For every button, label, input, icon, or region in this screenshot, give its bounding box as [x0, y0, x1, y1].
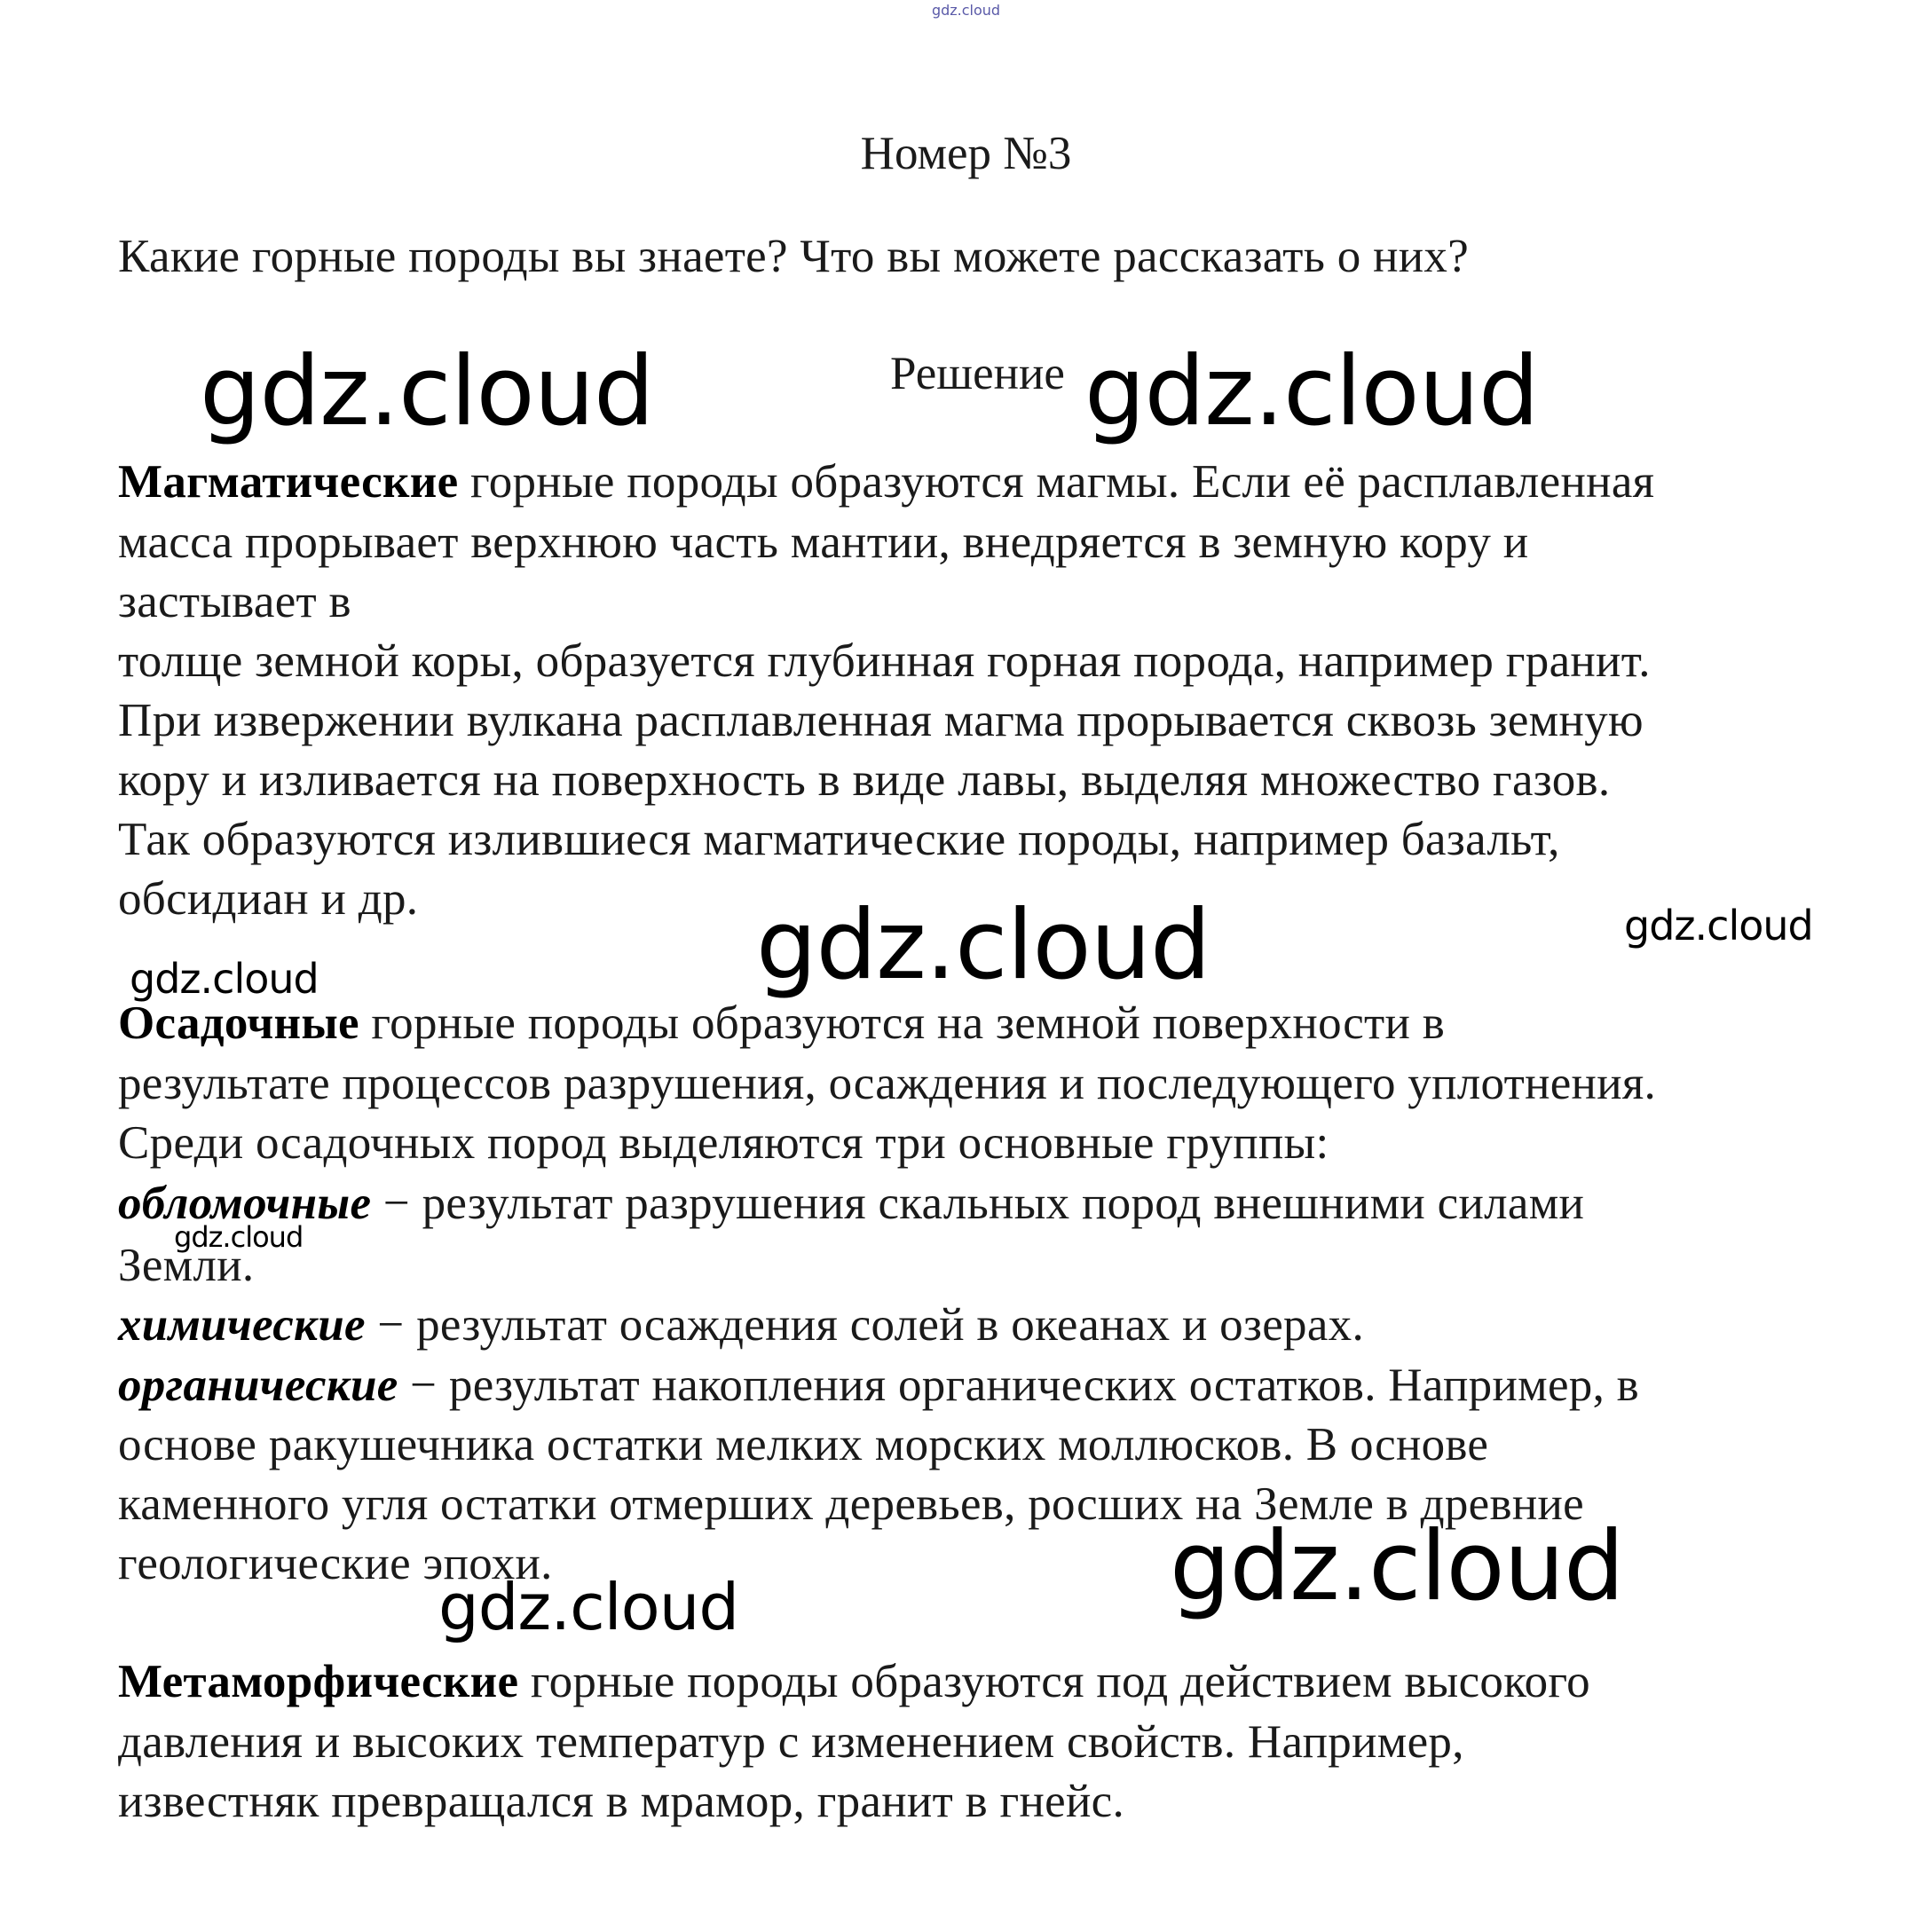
sedimentary-line-1 — [118, 994, 1445, 1052]
magmatic-line-3: застывает в — [118, 576, 351, 627]
sedimentary-text: горные породы образуются на земной поверхности в — [359, 997, 1446, 1049]
sedimentary-group-1 — [118, 1174, 1584, 1233]
sedimentary-group-3-line-2: основе ракушечника остатки мелких морских моллюсков. В основе — [118, 1419, 1489, 1470]
group-term-clastic: обломочные — [118, 1178, 372, 1229]
sedimentary-group-1-cont: Земли. — [118, 1240, 255, 1291]
sedimentary-term: Осадочные — [118, 997, 359, 1049]
watermark: gdz.cloud — [438, 1570, 739, 1644]
metamorphic-line-3: известняк превращался в мрамор, гранит в гнейс. — [118, 1776, 1125, 1827]
magmatic-line-7: Так образуются излившиеся магматические породы, например базальт, — [118, 814, 1560, 865]
sedimentary-line-2: результате процессов разрушения, осаждения и последующего уплотнения. — [118, 1058, 1657, 1109]
sedimentary-line-3: Среди осадочных пород выделяются три основные группы: — [118, 1117, 1329, 1169]
solution-heading: Решение — [890, 348, 1065, 399]
magmatic-line-4: толще земной коры, образуется глубинная горная порода, например гранит. — [118, 635, 1651, 687]
metamorphic-text: горные породы образуются под действием высокого — [518, 1656, 1590, 1707]
watermark: gdz.cloud — [1170, 1511, 1624, 1622]
group-term-organic: органические — [118, 1359, 398, 1411]
magmatic-line-6: кору и изливается на поверхность в виде лавы, выделяя множество газов. — [118, 754, 1611, 806]
watermark: gdz.cloud — [200, 336, 654, 447]
metamorphic-term: Метаморфические — [118, 1656, 519, 1707]
group-text: − результат осаждения солей в океанах и озерах. — [365, 1299, 1364, 1351]
magmatic-term: Магматические — [118, 456, 459, 508]
group-term-chemical: химические — [118, 1299, 366, 1351]
group-text: − результат разрушения скальных пород внешними силами — [371, 1178, 1585, 1229]
watermark: gdz.cloud — [174, 1220, 304, 1254]
magmatic-line-8: обсидиан и др. — [118, 873, 419, 925]
metamorphic-line-1 — [118, 1652, 1590, 1711]
question-text: Какие горные породы вы знаете? Что вы можете рассказать о них? — [118, 231, 1470, 282]
metamorphic-line-2: давления и высоких температур с изменением свойств. Например, — [118, 1716, 1464, 1768]
watermark-top: gdz.cloud — [931, 2, 1001, 19]
sedimentary-group-3 — [118, 1356, 1639, 1415]
watermark: gdz.cloud — [1624, 902, 1813, 950]
sedimentary-group-3-line-3: каменного угля остатки отмерших деревьев, росших на Земле в древние — [118, 1478, 1584, 1530]
magmatic-line-2: масса прорывает верхнюю часть мантии, внедряется в земную кору и — [118, 516, 1529, 568]
magmatic-line-5: При извержении вулкана расплавленная магма прорывается сквозь земную — [118, 695, 1644, 746]
magmatic-text: горные породы образуются магмы. Если её расплавленная — [458, 456, 1655, 508]
watermark: gdz.cloud — [756, 890, 1210, 1001]
magmatic-line-1 — [118, 453, 1654, 511]
sedimentary-group-2 — [118, 1296, 1364, 1354]
watermark: gdz.cloud — [130, 955, 319, 1003]
watermark: gdz.cloud — [1084, 336, 1539, 447]
sedimentary-group-3-line-4: геологические эпохи. — [118, 1538, 553, 1589]
page-title: Номер №3 — [860, 128, 1072, 179]
group-text: − результат накопления органических остатков. Например, в — [398, 1359, 1640, 1411]
